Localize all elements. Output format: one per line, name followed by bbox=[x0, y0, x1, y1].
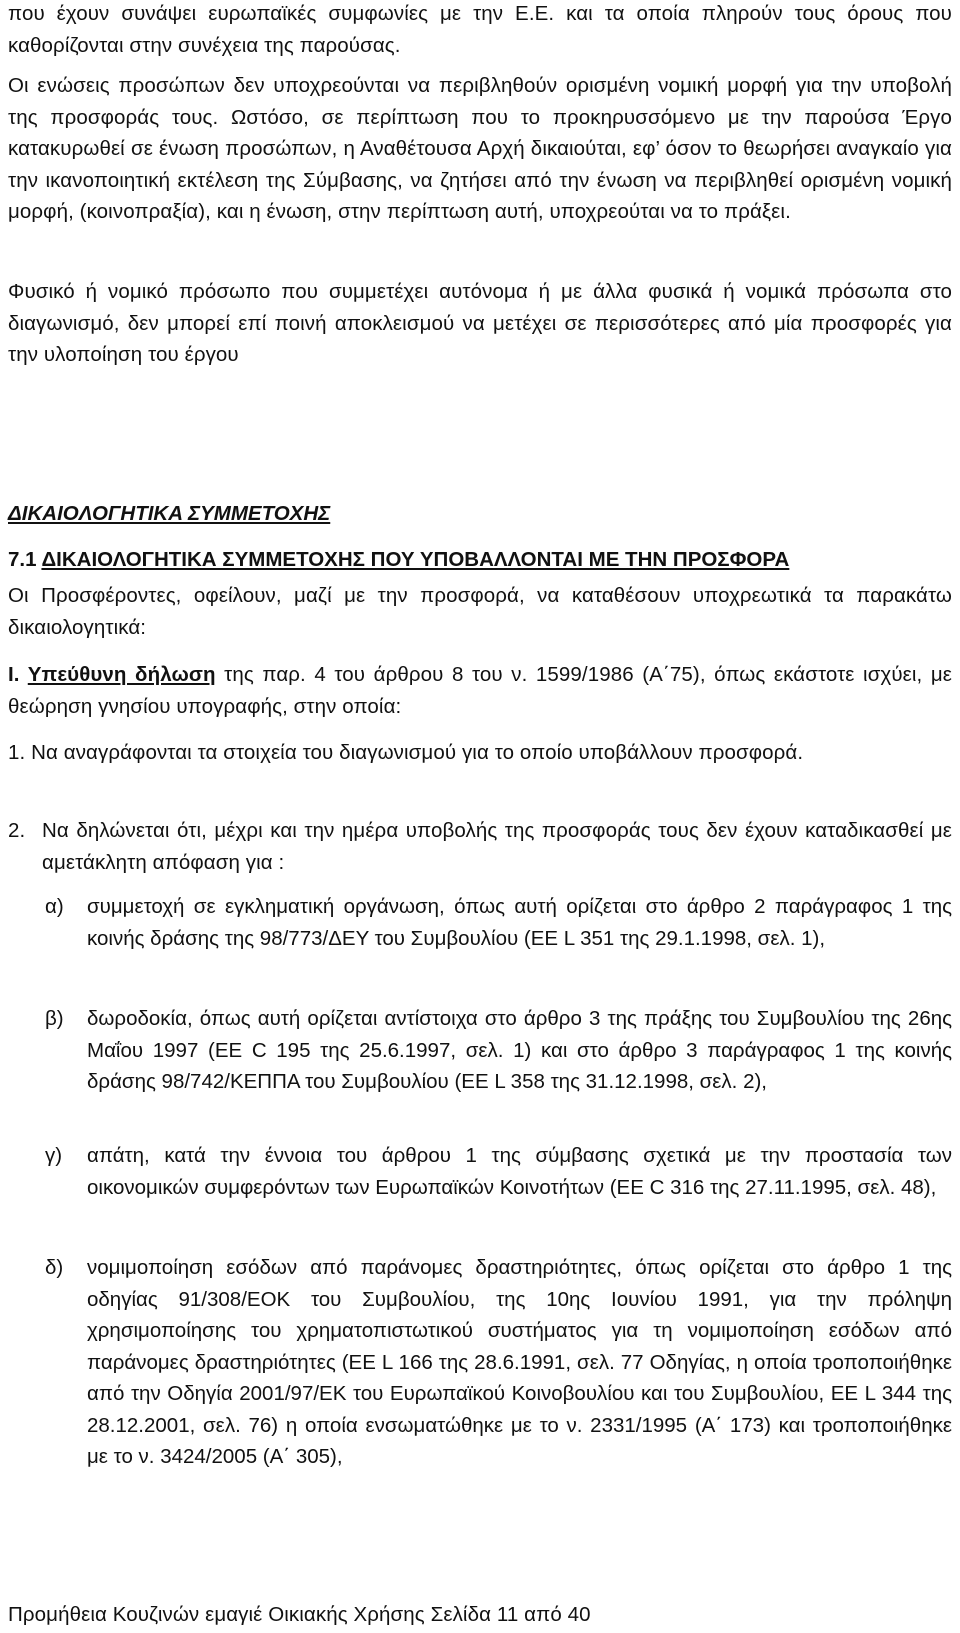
declaration-text: της παρ. 4 του άρθρου 8 του ν. 1599/1986 (Α΄75), όπως εκάστοτε ισχύει, με θεώρηση γνησίου υπογραφής, στην οποία: bbox=[8, 663, 952, 718]
section-heading: ΔΙΚΑΙΟΛΟΓΗΤΙΚΑ ΣΥΜΜΕΤΟΧΗΣ bbox=[8, 502, 331, 525]
declaration-label-number: Ι. bbox=[8, 663, 28, 686]
sub-item-d-text: νομιμοποίηση εσόδων από παράνομες δραστηριότητες, όπως ορίζεται στο άρθρο 1 της οδηγίας 91/308/ΕΟΚ του Συμβουλίου, της 10ης Ιουνίου 1991, για την πρόληψη χρησιμοποίησης του χρηματοπιστωτικού συστήματος για τη νομιμοποίηση εσόδων από παράνομες δραστηριότητες (ΕΕ L 166 της 28.6.1991, σελ. 77 Οδηγίας, η οποία τροποποιήθηκε από την Οδηγία 2001/97/ΕΚ του Ευρωπαϊκού Κοινοβουλίου και του Συμβουλίου, ΕΕ L 344 της 28.12.2001, σελ. 76) η οποία ενσωματώθηκε με το ν. 2331/1995 (Α΄ 173) και τροποποιήθηκε με το ν. 3424/2005 (Α΄ 305), bbox=[87, 1256, 952, 1468]
list-item-2-text: Να δηλώνεται ότι, μέχρι και την ημέρα υποβολής της προσφοράς τους δεν έχουν καταδικασθεί με αμετάκλητη απόφαση για : bbox=[42, 819, 952, 874]
sub-item-b bbox=[45, 1003, 952, 1098]
paragraph-solemn-declaration bbox=[8, 659, 952, 722]
declaration-label-text: Υπεύθυνη δήλωση bbox=[27, 663, 216, 686]
subsection-heading bbox=[8, 545, 789, 575]
sub-item-b-text: δωροδοκία, όπως αυτή ορίζεται αντίστοιχα στο άρθρο 3 της πράξης του Συμβουλίου της 26ης Μαΐου 1997 (ΕΕ C 195 της 25.6.1997, σελ. 1) και στο άρθρο 3 παράγραφος 1 της κοινής δράσης 98/742/ΚΕΠΠΑ του Συμβουλίου (ΕΕ L 358 της 31.12.1998, σελ. 2), bbox=[87, 1007, 952, 1093]
list-item-2-number: 2. bbox=[8, 819, 26, 842]
subsection-title: ΔΙΚΑΙΟΛΟΓΗΤΙΚΑ ΣΥΜΜΕΤΟΧΗΣ ΠΟΥ ΥΠΟΒΑΛΛΟΝΤΑΙ ΜΕ ΤΗΝ ΠΡΟΣΦΟΡΑ bbox=[41, 548, 790, 571]
declaration-label bbox=[8, 663, 216, 686]
list-item-1: 1. Να αναγράφονται τα στοιχεία του διαγωνισμού για το οποίο υποβάλλουν προσφορά. bbox=[8, 741, 804, 764]
paragraph-eu-agreements: που έχουν συνάψει ευρωπαϊκές συμφωνίες με την Ε.Ε. και τα οποία πληρούν τους όρους που καθορίζονται στην συνέχεια της παρούσας. bbox=[8, 2, 952, 57]
paragraph-single-offer-rule: Φυσικό ή νομικό πρόσωπο που συμμετέχει αυτόνομα ή με άλλα φυσικά ή νομικά πρόσωπα στο διαγωνισμό, δεν μπορεί επί ποινή αποκλεισμού να μετέχει σε περισσότερες από μία προσφορές για την υλοποίηση του έργου bbox=[8, 280, 952, 366]
sub-item-a-text: συμμετοχή σε εγκληματική οργάνωση, όπως αυτή ορίζεται στο άρθρο 2 παράγραφος 1 της κοινής δράσης της 98/773/ΔΕΥ του Συμβουλίου (ΕΕ L 351 της 29.1.1998, σελ. 1), bbox=[87, 895, 952, 950]
sub-item-d-marker: δ) bbox=[45, 1256, 64, 1279]
list-item-2 bbox=[8, 815, 952, 878]
page-footer: Προμήθεια Κουζινών εμαγιέ Οικιακής Χρήσης Σελίδα 11 από 40 bbox=[8, 1603, 591, 1626]
sub-item-a bbox=[45, 891, 952, 954]
subsection-number: 7.1 bbox=[8, 548, 42, 571]
paragraph-required-documents-intro: Οι Προσφέροντες, οφείλουν, μαζί με την προσφορά, να καταθέσουν υποχρεωτικά τα παρακάτω δικαιολογητικά: bbox=[8, 584, 952, 639]
sub-item-c bbox=[45, 1140, 952, 1203]
sub-item-b-marker: β) bbox=[45, 1007, 64, 1030]
sub-item-d bbox=[45, 1252, 952, 1473]
paragraph-unions-legal-form: Οι ενώσεις προσώπων δεν υποχρεούνται να περιβληθούν ορισμένη νομική μορφή για την υποβολή της προσφοράς τους. Ωστόσο, σε περίπτωση που το προκηρυσσόμενο με την παρούσα Έργο κατακυρωθεί σε ένωση προσώπων, η Αναθέτουσα Αρχή δικαιούται, εφ’ όσον το θεωρήσει αναγκαίο για την ικανοποιητική εκτέλεση της Σύμβασης, να ζητήσει από την ένωση να περιβληθεί ορισμένη νομική μορφή, (κοινοπραξία), και η ένωση, στην περίπτωση αυτή, υποχρεούται να το πράξει. bbox=[8, 74, 952, 223]
sub-item-a-marker: α) bbox=[45, 895, 64, 918]
sub-item-c-text: απάτη, κατά την έννοια του άρθρου 1 της σύμβασης σχετικά με την προστασία των οικονομικών συμφερόντων των Ευρωπαϊκών Κοινοτήτων (ΕΕ C 316 της 27.11.1995, σελ. 48), bbox=[87, 1144, 952, 1199]
sub-item-c-marker: γ) bbox=[45, 1144, 63, 1167]
